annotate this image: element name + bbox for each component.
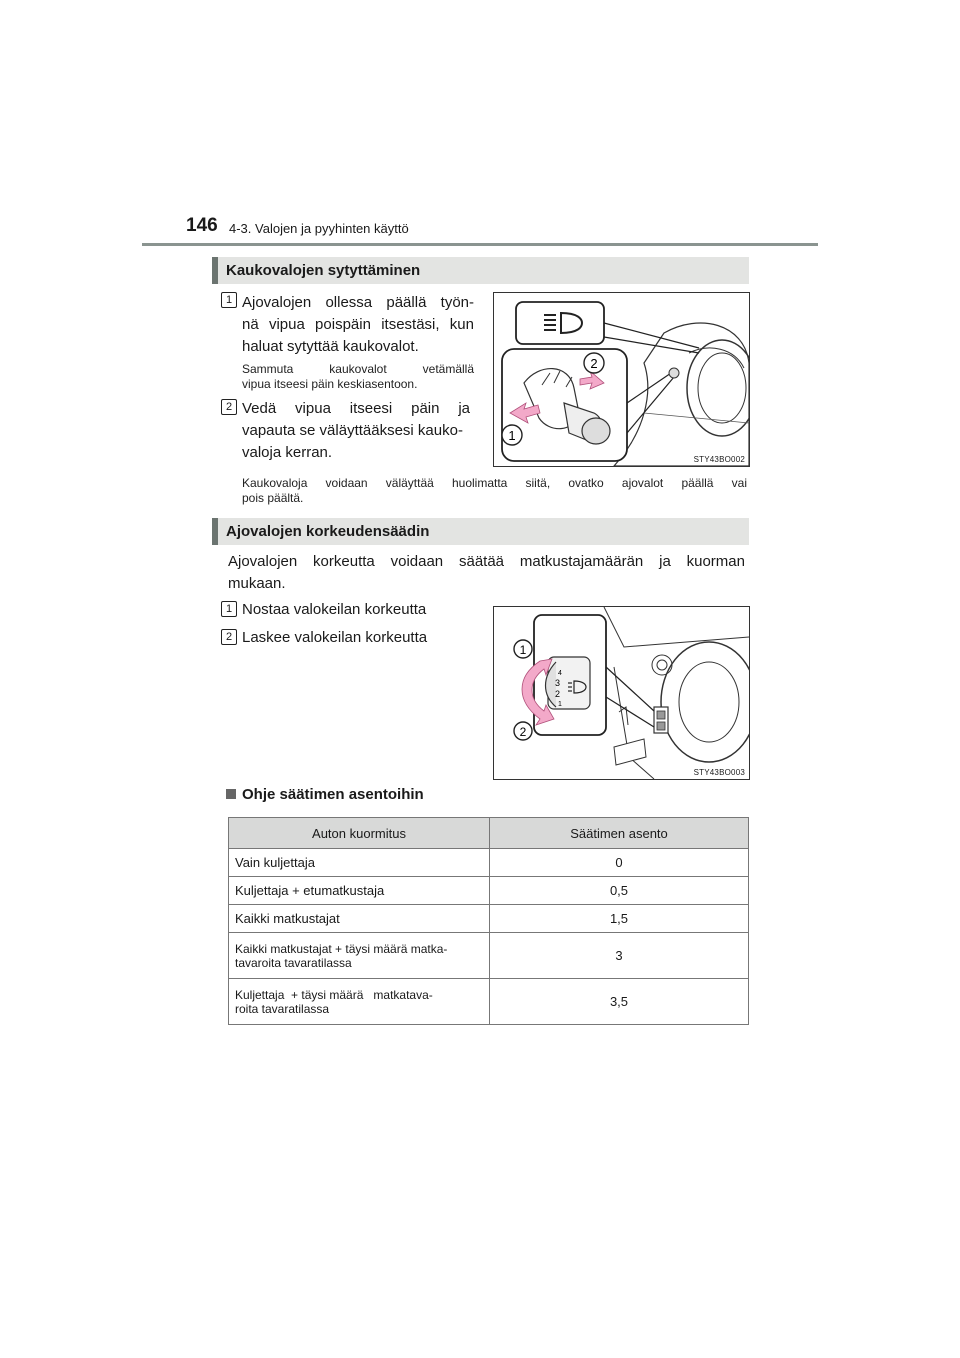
position-cell: 1,5: [490, 905, 749, 933]
lever-illustration: [494, 293, 749, 466]
step1-note: [242, 362, 474, 392]
step2-line: vapauta se väläyttääksesi kauko-: [242, 422, 463, 439]
step1-line: nä vipua poispäin itsestäsi, kun: [242, 316, 474, 333]
dial-number: 1: [558, 701, 562, 708]
figure-code: STY43BO002: [693, 455, 745, 464]
callout-2-label: 2: [519, 725, 527, 739]
load-cell: [229, 933, 490, 979]
section-heading-high-beam: Kaukovalojen sytyttäminen: [212, 257, 749, 284]
step1-note-line: vipua itseesi päin keskiasentoon.: [242, 377, 418, 391]
table-row: [229, 933, 749, 979]
table-header-row: [229, 818, 749, 849]
page-number: 146: [186, 215, 218, 236]
table-row: [229, 979, 749, 1025]
table-row: [229, 849, 749, 877]
table-row: [229, 905, 749, 933]
flash-note-line: pois päältä.: [242, 491, 304, 505]
dial-number: 4: [558, 670, 562, 677]
callout-1-label: 1: [519, 643, 527, 657]
item-number-badge: 1: [221, 601, 237, 617]
position-cell: 0: [490, 849, 749, 877]
dial-illustration: [494, 607, 749, 779]
position-cell: 3: [490, 933, 749, 979]
load-cell: Kuljettaja + etumatkustaja: [229, 877, 490, 905]
breadcrumb: 4-3. Valojen ja pyyhinten käyttö: [229, 221, 409, 236]
callout-2-label: 2: [590, 356, 598, 371]
position-cell: 3,5: [490, 979, 749, 1025]
square-bullet-icon: [226, 789, 236, 799]
table-row: [229, 877, 749, 905]
load-cell-line: roita tavaratilassa: [235, 1001, 330, 1016]
step1-note-line: Sammuta kaukovalot vetämällä: [242, 362, 474, 376]
step2-line: Vedä vipua itseesi päin ja: [242, 400, 470, 417]
column-header: Auton kuormitus: [229, 818, 490, 849]
step2-line: valoja kerran.: [242, 444, 333, 461]
step1-text: [242, 292, 474, 358]
item1-raise-beam: Nostaa valokeilan korkeutta: [242, 601, 427, 618]
load-cell: [229, 979, 490, 1025]
step-number-badge: 1: [221, 292, 237, 308]
step1-line: Ajovalojen ollessa päällä työn-: [242, 294, 474, 311]
guide-heading: [226, 786, 424, 803]
load-cell: Kaikki matkustajat: [229, 905, 490, 933]
flash-note: [242, 476, 747, 506]
leveling-intro: [228, 551, 745, 595]
position-cell: 0,5: [490, 877, 749, 905]
callout-1-label: 1: [508, 428, 516, 443]
load-cell-line: tavaroita tavaratilassa: [235, 955, 352, 970]
item2-lower-beam: Laskee valokeilan korkeutta: [242, 629, 428, 646]
step2-text: [242, 398, 474, 464]
guide-heading-text: Ohje säätimen asentoihin: [242, 786, 424, 803]
leveling-guide-table: [228, 817, 749, 1025]
high-beam-lever-figure: [493, 292, 750, 467]
section-heading-leveling: Ajovalojen korkeudensäädin: [212, 518, 749, 545]
flash-note-line: Kaukovaloja voidaan väläyttää huolimatta siitä, ovatko ajovalot päällä vai: [242, 476, 747, 490]
intro-line: mukaan.: [228, 575, 286, 592]
load-cell: Vain kuljettaja: [229, 849, 490, 877]
load-cell-line: Kuljettaja + täysi määrä matkatava-: [235, 987, 433, 1002]
dial-number: 2: [555, 689, 561, 699]
step-number-badge: 2: [221, 399, 237, 415]
intro-line: Ajovalojen korkeutta voidaan säätää matkustajamäärän ja kuorman: [228, 553, 745, 570]
column-header: Säätimen asento: [490, 818, 749, 849]
item-number-badge: 2: [221, 629, 237, 645]
dial-number: 3: [555, 678, 561, 688]
header-divider: [142, 243, 818, 246]
leveling-dial-figure: [493, 606, 750, 780]
figure-code: STY43BO003: [693, 768, 745, 777]
step1-line: haluat sytyttää kaukovalot.: [242, 338, 419, 355]
load-cell-line: Kaikki matkustajat + täysi määrä matka-: [235, 941, 448, 956]
